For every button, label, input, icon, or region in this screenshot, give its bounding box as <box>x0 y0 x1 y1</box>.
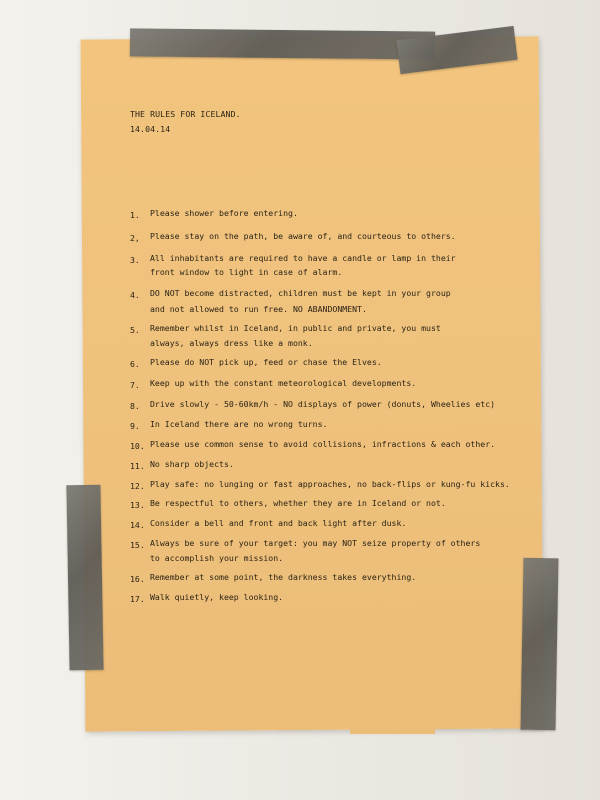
rule-line: and not allowed to run free. NO ABANDONMENT. <box>150 304 367 314</box>
duct-tape-top <box>130 28 435 59</box>
paper-torn-corner <box>350 690 435 734</box>
rule-number: 10. <box>130 441 145 451</box>
rule-line: Remember whilst in Iceland, in public and private, you must <box>150 323 441 333</box>
rule-line: Always be sure of your target: you may NOT seize property of others <box>150 538 481 548</box>
rule-number: 5. <box>130 325 140 335</box>
rule-number: 8. <box>130 401 140 411</box>
rule-line: In Iceland there are no wrong turns. <box>150 419 328 429</box>
rule-number: 17. <box>130 594 145 604</box>
rule-number: 11. <box>130 461 145 471</box>
duct-tape-right <box>521 558 559 731</box>
rule-line: Please shower before entering. <box>150 208 298 218</box>
rule-number: 15. <box>130 540 145 550</box>
rule-number: 3. <box>130 255 140 265</box>
rule-line: front window to light in case of alarm. <box>150 267 343 277</box>
rule-number: 13. <box>130 500 145 510</box>
rule-line: No sharp objects. <box>150 459 234 469</box>
rule-number: 6. <box>130 359 140 369</box>
rule-line: to accomplish your mission. <box>150 553 284 563</box>
duct-tape-left <box>66 485 103 671</box>
rule-line: Play safe: no lunging or fast approaches, no back-flips or kung-fu kicks. <box>150 479 510 489</box>
rule-line: Keep up with the constant meteorological developments. <box>150 378 417 388</box>
rule-line: Please do NOT pick up, feed or chase the Elves. <box>150 357 382 367</box>
rule-number: 16. <box>130 574 145 584</box>
rule-number: 4. <box>130 290 140 300</box>
poster-title: THE RULES FOR ICELAND. <box>130 109 241 119</box>
rule-line: Be respectful to others, whether they are in Iceland or not. <box>150 498 446 508</box>
rule-number: 9. <box>130 421 140 431</box>
rule-line: Drive slowly - 50-60km/h - NO displays of power (donuts, Wheelies etc) <box>150 399 496 409</box>
rule-line: Please stay on the path, be aware of, and courteous to others. <box>150 231 456 241</box>
rule-line: Remember at some point, the darkness takes everything. <box>150 572 417 582</box>
rule-number: 14. <box>130 520 145 530</box>
poster-date: 14.04.14 <box>130 124 171 134</box>
rule-line: All inhabitants are required to have a candle or lamp in their <box>150 253 456 263</box>
rule-number: 12. <box>130 481 145 491</box>
rule-line: always, always dress like a monk. <box>150 338 313 348</box>
rule-number: 2, <box>130 233 140 243</box>
rule-line: Please use common sense to avoid collisions, infractions & each other. <box>150 439 496 449</box>
rule-number: 1. <box>130 210 140 220</box>
rule-line: Walk quietly, keep looking. <box>150 592 284 602</box>
rule-line: DO NOT become distracted, children must be kept in your group <box>150 288 451 298</box>
rule-number: 7. <box>130 380 140 390</box>
rule-line: Consider a bell and front and back light after dusk. <box>150 518 407 528</box>
